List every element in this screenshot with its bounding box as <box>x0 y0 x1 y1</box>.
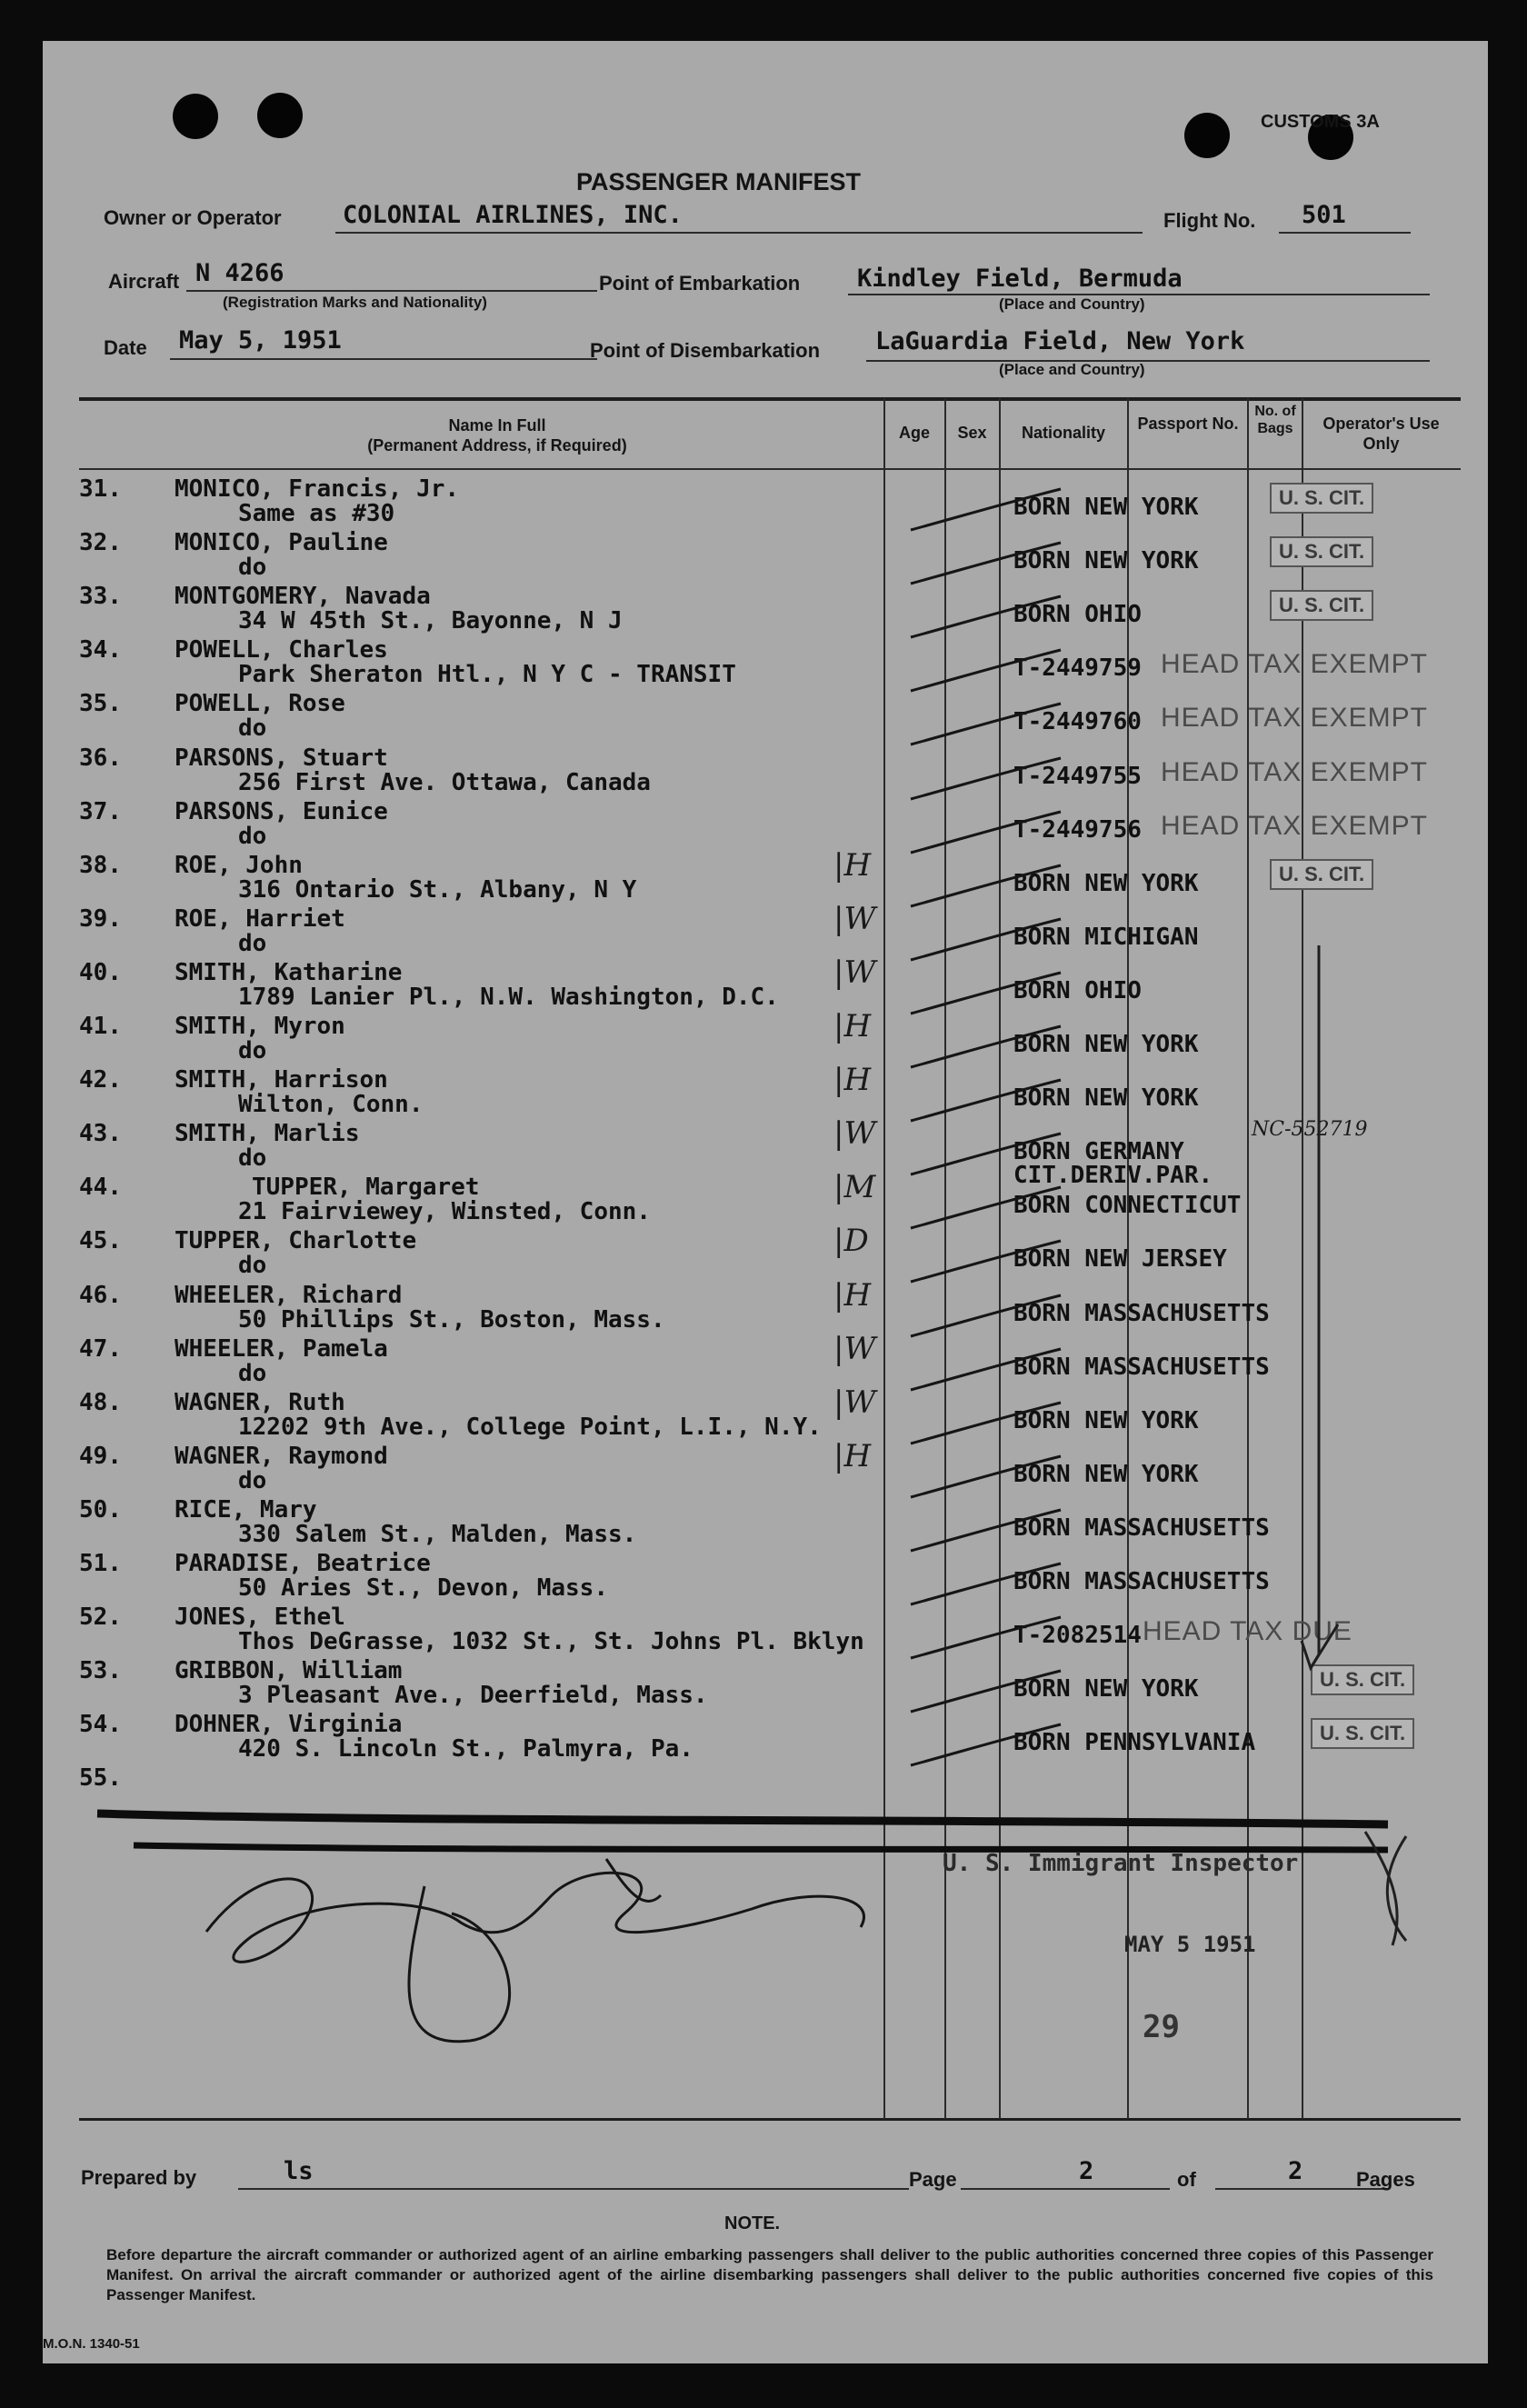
passenger-address: 12202 9th Ave., College Point, L.I., N.Y. <box>238 1414 822 1441</box>
note-title: NOTE. <box>724 2213 781 2233</box>
aircraft-value: N 4266 <box>195 259 284 287</box>
passenger-nationality: BORN MASSACHUSETTS <box>1013 1568 1270 1595</box>
passenger-address: do <box>238 1252 267 1279</box>
passenger-name: PARSONS, Stuart <box>175 744 388 772</box>
form-code: M.O.N. 1340-51 <box>43 2336 140 2352</box>
passenger-name: SMITH, Myron <box>175 1013 345 1040</box>
flight-label: Flight No. <box>1163 209 1256 232</box>
passenger-nationality: BORN NEW YORK <box>1013 1084 1199 1112</box>
handwritten-sex-mark: |H <box>833 1438 872 1474</box>
passenger-nationality: BORN MICHIGAN <box>1013 924 1199 951</box>
passenger-name: PARADISE, Beatrice <box>175 1550 431 1577</box>
row-number: 41. <box>79 1013 122 1040</box>
date-value: May 5, 1951 <box>179 326 342 355</box>
date-label: Date <box>104 336 147 359</box>
passenger-address: 3 Pleasant Ave., Deerfield, Mass. <box>238 1682 708 1709</box>
passenger-address: do <box>238 1360 267 1387</box>
embark-label: Point of Embarkation <box>599 272 801 295</box>
us-citizen-stamp: U. S. CIT. <box>1270 859 1373 890</box>
passenger-nationality: T-2449755 <box>1013 763 1142 790</box>
passenger-name: JONES, Ethel <box>175 1604 345 1631</box>
passenger-nationality: BORN PENNSYLVANIA <box>1013 1729 1256 1756</box>
col-header-passport: Passport No. <box>1137 415 1239 433</box>
page-underline <box>961 2188 1170 2190</box>
passenger-name: DOHNER, Virginia <box>175 1711 403 1738</box>
row-number: 53. <box>79 1657 122 1684</box>
head-tax-stamp: HEAD TAX EXEMPT <box>1161 811 1428 841</box>
passenger-address: 1789 Lanier Pl., N.W. Washington, D.C. <box>238 984 779 1011</box>
us-citizen-stamp: U. S. CIT. <box>1270 536 1373 567</box>
col-header-age: Age <box>898 424 930 442</box>
passenger-nationality: BORN OHIO <box>1013 601 1142 628</box>
passenger-nationality: BORN GERMANY <box>1013 1138 1184 1165</box>
row-number: 33. <box>79 583 122 610</box>
aircraft-sub: (Registration Marks and Nationality) <box>223 294 487 311</box>
passenger-name: SMITH, Marlis <box>175 1120 360 1147</box>
passenger-nationality: BORN NEW YORK <box>1013 1407 1199 1434</box>
manifest-sheet <box>43 41 1488 2363</box>
naturalization-note: NC-552719 <box>1252 1118 1368 1141</box>
of-value: 2 <box>1288 2157 1303 2185</box>
passenger-address: do <box>238 1467 267 1494</box>
handwritten-sex-mark: |H <box>833 1277 872 1314</box>
col-header-operator: Operator's Use Only <box>1322 415 1440 453</box>
passenger-address: do <box>238 823 267 850</box>
passenger-address: do <box>238 1144 267 1172</box>
row-number: 49. <box>79 1443 122 1470</box>
handwritten-sex-mark: |W <box>833 901 876 937</box>
passenger-name: TUPPER, Charlotte <box>175 1227 417 1254</box>
row-number: 37. <box>79 798 122 825</box>
passenger-nationality: BORN OHIO <box>1013 977 1142 1004</box>
passenger-address: 50 Phillips St., Boston, Mass. <box>238 1306 665 1334</box>
handwritten-sex-mark: |H <box>833 847 872 884</box>
handwritten-sex-mark: |W <box>833 1331 876 1367</box>
passenger-nationality: BORN NEW YORK <box>1013 1675 1199 1703</box>
passenger-name: WHEELER, Richard <box>175 1282 403 1309</box>
passenger-name: GRIBBON, William <box>175 1657 403 1684</box>
owner-label: Owner or Operator <box>104 206 282 229</box>
handwritten-sex-mark: |H <box>833 1062 872 1098</box>
passenger-address: 330 Salem St., Malden, Mass. <box>238 1521 637 1548</box>
row-number: 40. <box>79 959 122 986</box>
row-number: 55. <box>79 1764 122 1792</box>
of-label: of <box>1177 2168 1196 2191</box>
row-number: 34. <box>79 636 122 664</box>
passenger-address: Same as #30 <box>238 500 395 527</box>
passenger-nationality: T-2449756 <box>1013 816 1142 844</box>
inspector-signature <box>179 1886 344 1908</box>
row-number: 46. <box>79 1282 122 1309</box>
row-number: 45. <box>79 1227 122 1254</box>
head-tax-stamp: HEAD TAX EXEMPT <box>1161 757 1428 787</box>
passenger-name: SMITH, Katharine <box>175 959 403 986</box>
passenger-name: SMITH, Harrison <box>175 1066 388 1094</box>
passenger-address: do <box>238 1037 267 1064</box>
passenger-nationality: BORN NEW YORK <box>1013 494 1199 521</box>
note-text: Before departure the aircraft commander or authorized agent of an airline embarking passengers shall deliver to the public authorities concerned three copies of this Passenger Manifest. On arrival the aircraft commander or authorized agent of the airline disembarking passengers shall deliver to the public authorities concerned five copies of this Passenger Manifest. <box>106 2246 1433 2303</box>
disembark-sub: (Place and Country) <box>999 361 1145 378</box>
head-tax-stamp: HEAD TAX EXEMPT <box>1161 703 1428 733</box>
passenger-nationality: BORN MASSACHUSETTS <box>1013 1300 1270 1327</box>
passenger-name: POWELL, Rose <box>175 690 345 717</box>
handwritten-sex-mark: |H <box>833 1008 872 1044</box>
row-number: 38. <box>79 852 122 879</box>
col-header-bags: No. of Bags <box>1254 404 1296 436</box>
row-number: 32. <box>79 529 122 556</box>
page-label: Page <box>909 2168 957 2191</box>
passenger-address: do <box>238 930 267 957</box>
row-number: 48. <box>79 1389 122 1416</box>
passenger-address: Thos DeGrasse, 1032 St., St. Johns Pl. Bklyn <box>238 1628 864 1655</box>
embark-value: Kindley Field, Bermuda <box>857 265 1183 293</box>
passenger-address: 21 Fairviewey, Winsted, Conn. <box>238 1198 651 1225</box>
passenger-name: RICE, Mary <box>175 1496 317 1524</box>
passenger-name: MONICO, Francis, Jr. <box>175 475 460 503</box>
passenger-nationality-note: CIT.DERIV.PAR. <box>1013 1162 1213 1189</box>
embark-sub: (Place and Country) <box>999 295 1145 313</box>
form-id: CUSTOMS 3A <box>1261 112 1380 132</box>
prepared-label: Prepared by <box>81 2166 197 2189</box>
passenger-nationality: BORN NEW YORK <box>1013 1461 1199 1488</box>
passenger-name: ROE, John <box>175 852 303 879</box>
passenger-address: 256 First Ave. Ottawa, Canada <box>238 769 651 796</box>
page-value: 2 <box>1079 2157 1094 2185</box>
passenger-address: Park Sheraton Htl., N Y C - TRANSIT <box>238 661 736 688</box>
col-header-sex: Sex <box>957 424 987 442</box>
us-citizen-stamp: U. S. CIT. <box>1311 1664 1414 1695</box>
passenger-address: 420 S. Lincoln St., Palmyra, Pa. <box>238 1735 694 1763</box>
row-number: 31. <box>79 475 122 503</box>
disembark-label: Point of Disembarkation <box>590 339 821 362</box>
us-citizen-stamp: U. S. CIT. <box>1270 590 1373 621</box>
head-tax-stamp: HEAD TAX EXEMPT <box>1161 649 1428 679</box>
row-number: 35. <box>79 690 122 717</box>
ink-marks <box>43 41 1488 2363</box>
passenger-nationality: BORN MASSACHUSETTS <box>1013 1354 1270 1381</box>
pages-label: Pages <box>1356 2168 1415 2191</box>
prepared-underline <box>238 2188 909 2190</box>
passenger-nationality: T-2082514 <box>1013 1622 1142 1649</box>
row-number: 51. <box>79 1550 122 1577</box>
passenger-address: Wilton, Conn. <box>238 1091 424 1118</box>
passenger-name: WAGNER, Raymond <box>175 1443 388 1470</box>
passenger-name: MONTGOMERY, Navada <box>175 583 431 610</box>
page-number-stamp: 29 <box>1143 2009 1180 2045</box>
handwritten-sex-mark: |W <box>833 1115 876 1152</box>
handwritten-sex-mark: |M <box>833 1169 876 1205</box>
passenger-nationality: BORN NEW JERSEY <box>1013 1245 1227 1273</box>
passenger-nationality: BORN CONNECTICUT <box>1013 1192 1242 1219</box>
passenger-name: WHEELER, Pamela <box>175 1335 388 1363</box>
passenger-nationality: T-2449759 <box>1013 654 1142 682</box>
passenger-nationality: BORN NEW YORK <box>1013 870 1199 897</box>
passenger-address: 34 W 45th St., Bayonne, N J <box>238 607 623 634</box>
row-number: 54. <box>79 1711 122 1738</box>
handwritten-sex-mark: |W <box>833 1384 876 1421</box>
row-number: 44. <box>79 1174 122 1201</box>
page-title: PASSENGER MANIFEST <box>576 168 862 195</box>
col-name-label: Name In Full <box>448 416 546 435</box>
passenger-name: ROE, Harriet <box>175 905 345 933</box>
us-citizen-stamp: U. S. CIT. <box>1270 483 1373 514</box>
row-number: 42. <box>79 1066 122 1094</box>
passenger-name: POWELL, Charles <box>175 636 388 664</box>
passenger-nationality: BORN NEW YORK <box>1013 1031 1199 1058</box>
passenger-address: 50 Aries St., Devon, Mass. <box>238 1574 608 1602</box>
passenger-address: do <box>238 554 267 581</box>
passenger-address: 316 Ontario St., Albany, N Y <box>238 876 637 904</box>
passenger-address: do <box>238 714 267 742</box>
passenger-name: TUPPER, Margaret <box>252 1174 480 1201</box>
handwritten-sex-mark: |D <box>833 1223 869 1259</box>
passenger-nationality: BORN MASSACHUSETTS <box>1013 1514 1270 1542</box>
handwritten-sex-mark: |W <box>833 954 876 991</box>
passenger-name: MONICO, Pauline <box>175 529 388 556</box>
row-number: 43. <box>79 1120 122 1147</box>
us-citizen-stamp: U. S. CIT. <box>1311 1718 1414 1749</box>
disembark-value: LaGuardia Field, New York <box>875 327 1245 355</box>
col-name-sublabel: (Permanent Address, if Required) <box>367 436 627 455</box>
passenger-nationality: T-2449760 <box>1013 708 1142 735</box>
prepared-value: ls <box>284 2157 314 2185</box>
flight-value: 501 <box>1302 201 1346 229</box>
inspector-label: U. S. Immigrant Inspector <box>943 1850 1299 1877</box>
passenger-name: WAGNER, Ruth <box>175 1389 345 1416</box>
row-number: 47. <box>79 1335 122 1363</box>
head-tax-stamp: HEAD TAX DUE <box>1143 1616 1352 1646</box>
passenger-name: PARSONS, Eunice <box>175 798 388 825</box>
passenger-nationality: BORN NEW YORK <box>1013 547 1199 575</box>
owner-value: COLONIAL AIRLINES, INC. <box>343 201 683 229</box>
col-header-nationality: Nationality <box>1021 424 1105 442</box>
row-number: 50. <box>79 1496 122 1524</box>
row-number: 36. <box>79 744 122 772</box>
aircraft-label: Aircraft <box>108 270 180 293</box>
inspector-date-stamp: MAY 5 1951 <box>1124 1932 1256 1957</box>
row-number: 52. <box>79 1604 122 1631</box>
row-number: 39. <box>79 905 122 933</box>
